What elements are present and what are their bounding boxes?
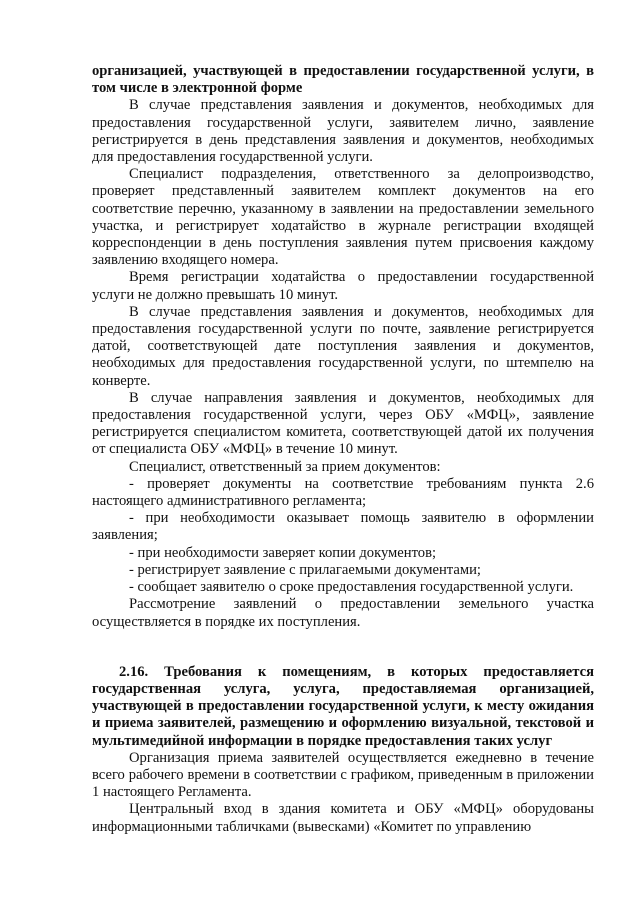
section-spacer	[92, 631, 594, 664]
paragraph-personal-submission: В случае представления заявления и документов, необходимых для предоставления государственной услуги, заявителем лично, заявление регистрируется в день представления заявления и документов, необходимых для предоставления государственной услуги.	[92, 97, 594, 166]
list-item-certify-copies: - при необходимости заверяет копии документов;	[129, 544, 437, 561]
document-body	[92, 63, 594, 836]
section-216-heading: 2.16. Требования к помещениям, в которых предоставляется государственная услуга, услуга, предоставляемая организацией, участвующей в предоставлении государственной услуги, к месту ожидания и приема заявителей, размещению и оформлению визуальной, текстовой и мультимедийной информации в порядке предоставления таких услуг	[92, 663, 594, 749]
list-item-check-documents: - проверяет документы на соответствие требованиям пункта 2.6 настоящего административного регламента;	[92, 475, 594, 510]
paragraph-entrance-signs: Центральный вход в здания комитета и ОБУ «МФЦ» оборудованы информационными табличками (вывесками) «Комитет по управлению	[92, 801, 594, 835]
list-item-help-applicant: - при необходимости оказывает помощь заявителю в оформлении заявления;	[92, 510, 594, 544]
paragraph-specialist-check: Специалист подразделения, ответственного за делопроизводство, проверяет представленный заявителем комплект документов на его соответствие перечню, указанному в заявлении на предоставлении земельного участка, и регистрирует ходатайство в журнале регистрации входящей корреспонденции в день поступления заявления путем присвоения каждому заявлению входящего номера.	[92, 166, 594, 269]
paragraph-specialist-duties: Специалист, ответственный за прием документов:	[129, 458, 441, 475]
paragraph-registration-time: Время регистрации ходатайства о предоставлении государственной услуги не должно превышать 10 минут.	[92, 269, 594, 303]
list-item-inform-deadline: - сообщает заявителю о сроке предоставления государственной услуги.	[129, 579, 574, 596]
paragraph-postal-submission: В случае представления заявления и документов, необходимых для предоставления государственной услуги по почте, заявление регистрируется датой, соответствующей дате поступления заявления и документов, необходимых для предоставления государственной услуги, по штемпелю на конверте.	[92, 303, 594, 389]
paragraph-mfc-submission: В случае направления заявления и документов, необходимых для предоставления государственной услуги, через ОБУ «МФЦ», заявление регистрируется специалистом комитета, соответствующей датой их получения от специалиста ОБУ «МФЦ» в течение 10 минут.	[92, 389, 594, 458]
paragraph-reception-schedule: Организация приема заявителей осуществляется ежедневно в течение всего рабочего времени в соответствии с графиком, приведенным в приложении 1 настоящего Регламента.	[92, 749, 594, 801]
list-item-register-application: - регистрирует заявление с прилагаемыми документами;	[129, 561, 481, 578]
paragraph-order-of-review: Рассмотрение заявлений о предоставлении земельного участка осуществляется в порядке их поступления.	[92, 596, 594, 630]
section-heading-tail: организацией, участвующей в предоставлении государственной услуги, в том числе в электронной форме	[92, 63, 594, 97]
